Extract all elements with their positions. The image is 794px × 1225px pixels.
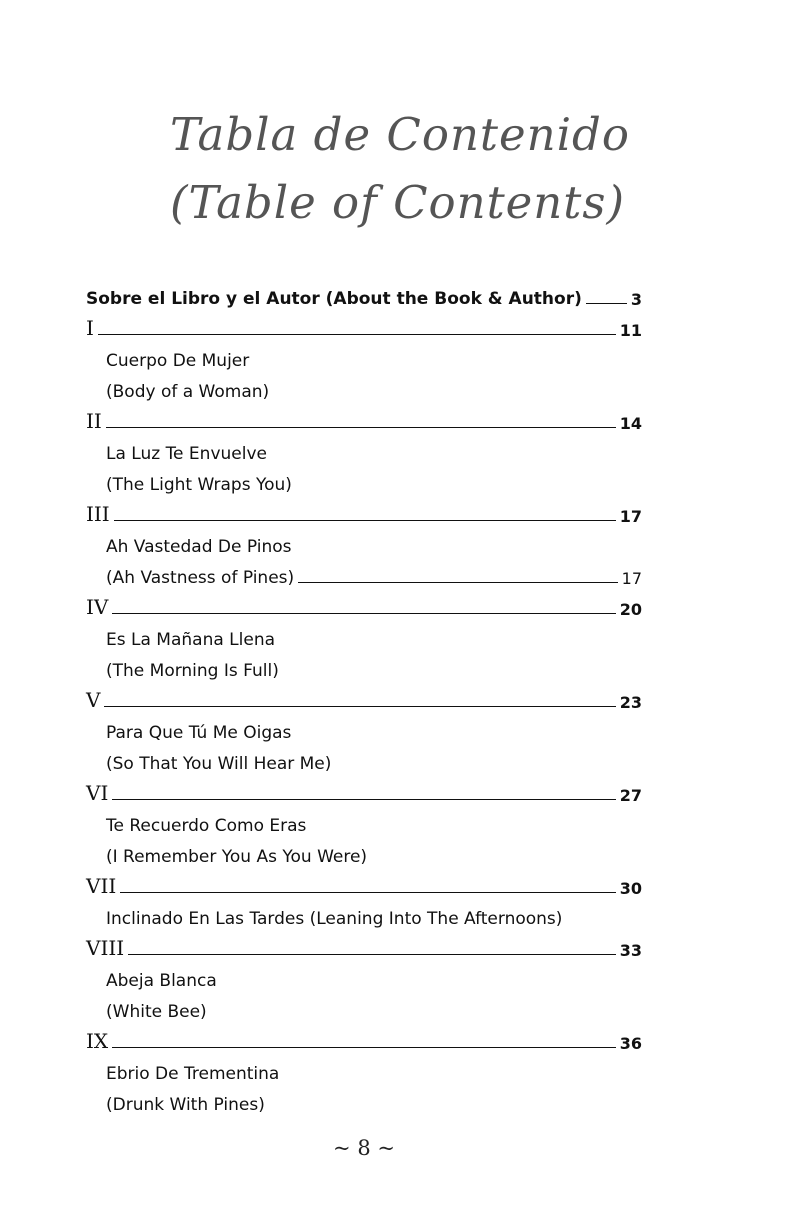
toc-subentry-title: (Body of a Woman): [106, 382, 270, 402]
toc-chapter-number: V: [86, 688, 101, 712]
toc-leader-line: [114, 520, 616, 521]
toc-subentry-title: La Luz Te Envuelve: [106, 444, 267, 464]
toc-subentry: [86, 836, 642, 867]
toc-subentry: [86, 991, 642, 1022]
toc-subentry-title: Inclinado En Las Tardes (Leaning Into The Afternoons): [106, 909, 563, 929]
toc-page-number: 23: [619, 693, 642, 712]
toc-subentry-title: (White Bee): [106, 1002, 207, 1022]
toc-subentry: [86, 1084, 642, 1115]
toc-chapter-number: I: [86, 316, 94, 340]
toc-subentry: [86, 464, 642, 495]
toc-chapter-entry: [86, 309, 642, 340]
toc-chapter-number: VI: [86, 781, 109, 805]
toc-leader-line: [104, 706, 615, 707]
toc-entry: [86, 557, 642, 588]
toc-page-number: 17: [619, 507, 642, 526]
toc-page-number: 27: [619, 786, 642, 805]
toc-chapter-entry: [86, 1022, 642, 1053]
toc-page-number: 11: [619, 321, 642, 340]
toc-subentry: [86, 340, 642, 371]
toc-leader-line: [120, 892, 615, 893]
toc-subentry-title: Abeja Blanca: [106, 971, 217, 991]
toc-leader-line: [298, 582, 617, 583]
toc-chapter-entry: [86, 495, 642, 526]
toc-subentry-title: (So That You Will Hear Me): [106, 754, 332, 774]
toc-subentry-title: Para Que Tú Me Oigas: [106, 723, 292, 743]
toc-page-number: 20: [619, 600, 642, 619]
toc-subentry-title: (The Morning Is Full): [106, 661, 279, 681]
toc-entry-title: (Ah Vastness of Pines): [106, 568, 295, 588]
toc-subentry: [86, 1053, 642, 1084]
toc-leader-line: [112, 1047, 616, 1048]
toc-chapter-entry: [86, 402, 642, 433]
toc-subentry: [86, 898, 642, 929]
toc-leader-line: [586, 303, 627, 304]
page-number: ~ 8 ~: [333, 1136, 395, 1160]
toc-subentry-title: (The Light Wraps You): [106, 475, 292, 495]
toc-subentry: [86, 619, 642, 650]
toc-chapter-entry: [86, 929, 642, 960]
toc-subentry: [86, 712, 642, 743]
toc-page-number: 33: [619, 941, 642, 960]
toc-chapter-number: II: [86, 409, 102, 433]
toc-chapter-number: IX: [86, 1029, 109, 1053]
toc-leader-line: [112, 799, 615, 800]
toc-subentry: [86, 960, 642, 991]
toc-leader-line: [112, 613, 615, 614]
toc-entry-title: Sobre el Libro y el Autor (About the Book & Author): [86, 289, 582, 309]
toc-leader-line: [98, 334, 616, 335]
toc-subentry: [86, 743, 642, 774]
table-of-contents: [86, 278, 642, 1115]
toc-page-number: 17: [621, 569, 642, 588]
toc-subentry-title: Ebrio De Trementina: [106, 1064, 280, 1084]
toc-subentry-title: Es La Mañana Llena: [106, 630, 276, 650]
toc-chapter-number: VII: [86, 874, 117, 898]
toc-chapter-number: VIII: [86, 936, 125, 960]
toc-subentry: [86, 433, 642, 464]
toc-chapter-entry: [86, 681, 642, 712]
toc-chapter-entry: [86, 867, 642, 898]
toc-subentry: [86, 526, 642, 557]
toc-entry: [86, 278, 642, 309]
toc-subentry-title: Ah Vastedad De Pinos: [106, 537, 292, 557]
toc-page-number: 3: [630, 290, 642, 309]
toc-subentry-title: Cuerpo De Mujer: [106, 351, 250, 371]
toc-chapter-number: III: [86, 502, 110, 526]
toc-chapter-number: IV: [86, 595, 109, 619]
toc-subentry-title: (Drunk With Pines): [106, 1095, 265, 1115]
page-title: Tabla de Contenido: [170, 108, 630, 161]
toc-subentry: [86, 371, 642, 402]
toc-subentry-title: Te Recuerdo Como Eras: [106, 816, 307, 836]
page-subtitle: (Table of Contents): [170, 176, 626, 229]
toc-subentry: [86, 805, 642, 836]
toc-page-number: 30: [619, 879, 642, 898]
toc-page-number: 14: [619, 414, 642, 433]
toc-subentry-title: (I Remember You As You Were): [106, 847, 368, 867]
toc-chapter-entry: [86, 774, 642, 805]
toc-subentry: [86, 650, 642, 681]
toc-chapter-entry: [86, 588, 642, 619]
toc-page-number: 36: [619, 1034, 642, 1053]
toc-leader-line: [106, 427, 616, 428]
toc-leader-line: [128, 954, 616, 955]
